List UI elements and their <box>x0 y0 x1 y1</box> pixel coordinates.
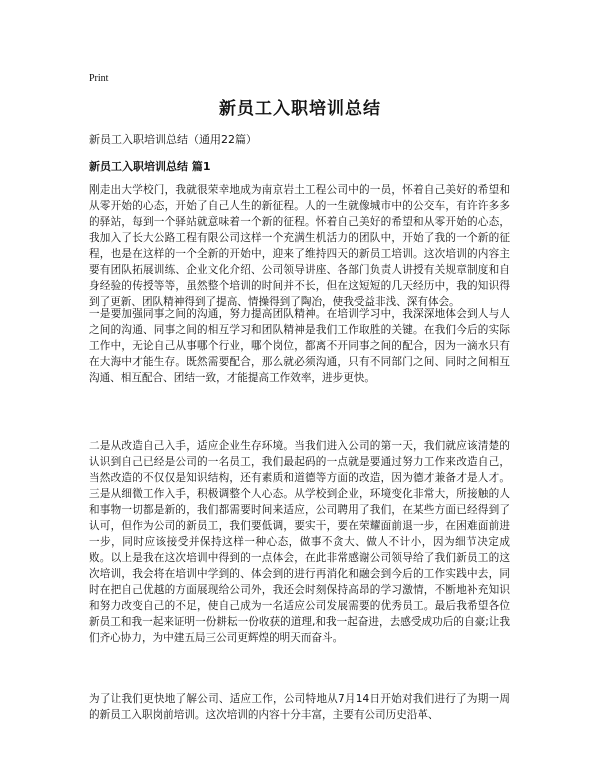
print-label: Print <box>89 73 109 84</box>
paragraph-3: 二是从改造自己入手，适应企业生存环境。当我们进入公司的第一天，我们就应该清楚的认识到自己已经是公司的一名员工，我们最起码的一点就是要通过努力工作来改造自己，当然改造的不仅仅是知识结构，还有素质和道德等方面的改造，因为德才兼备才是人才。三是从细微工作入手，积极调整个人心态。从学校到企业，环境变化非常大，所接触的人和事物一切都是新的，我们都需要时间来适应，公司聘用了我们，在某些方面已经得到了认可，但作为公司的新员工，我们要低调，要实干，要在荣耀面前退一步，在困难面前进一步，同时应该接受并保持这样一种心态，做事不贪大、做人不计小，因为细节决定成败。以上是我在这次培训中得到的一点体会，在此非常感谢公司领导给了我们新员工的这次培训，我会将在培训中学到的、体会到的进行再消化和融会到今后的工作实践中去，同时在把自己优越的方面展现给公司外，我还会时刻保持高昂的学习激情，不断地补充知识和努力改变自己的不足，使自己成为一名适应公司发展需要的优秀员工。最后我希望各位新员工和我一起来证明一份耕耘一份收获的道理,和我一起奋进，去感受成功后的自豪;让我们齐心协力，为中建五局三公司更辉煌的明天而奋斗。 <box>89 440 510 644</box>
page-title: 新员工入职培训总结 <box>219 99 381 119</box>
paragraph-1: 刚走出大学校门，我就很荣幸地成为南京岩土工程公司中的一员，怀着自己美好的希望和从零开始的心态，开始了自己人生的新征程。人的一生就像城市中的公交车，有许许多多的驿站，每到一个驿站就意味着一个新的征程。怀着自己美好的希望和从零开始的心态，我加入了长大公路工程有限公司这样一个充满生机活力的团队中，开始了我的一个新的征程，也是在这样的一个全新的开始中，迎来了维持四天的新员工培训。这次培训的内容主要有团队拓展训练、企业文化介绍、公司领导讲座、各部门负责人讲授有关规章制度和自身经验的传授等等，虽然整个培训的时间并不长，但在这短短的几天经历中，我的知识得到了更新、团队精神得到了提高、情操得到了陶冶，使我受益非浅、深有体会。 <box>89 184 510 308</box>
section-heading: 新员工入职培训总结 篇1 <box>89 160 211 173</box>
document-subtitle: 新员工入职培训总结（通用22篇） <box>89 133 257 146</box>
paragraph-4: 为了让我们更快地了解公司、适应工作，公司特地从7月14日开始对我们进行了为期一周的新员工入职岗前培训。这次培训的内容十分丰富，主要有公司历史沿革、 <box>89 693 510 721</box>
paragraph-2: 一是要加强同事之间的沟通，努力提高团队精神。在培训学习中，我深深地体会到人与人之间的沟通、同事之间的相互学习和团队精神是我们工作取胜的关键。在我们今后的实际工作中，无论自己从事哪个行业，哪个岗位，都离不开同事之间的配合，因为一滴水只有在大海中才能生存。既然需要配合，那么就必须沟通，只有不同部门之间、同时之间相互沟通、相互配合、团结一致，才能提高工作效率，进步更快。 <box>89 308 510 384</box>
